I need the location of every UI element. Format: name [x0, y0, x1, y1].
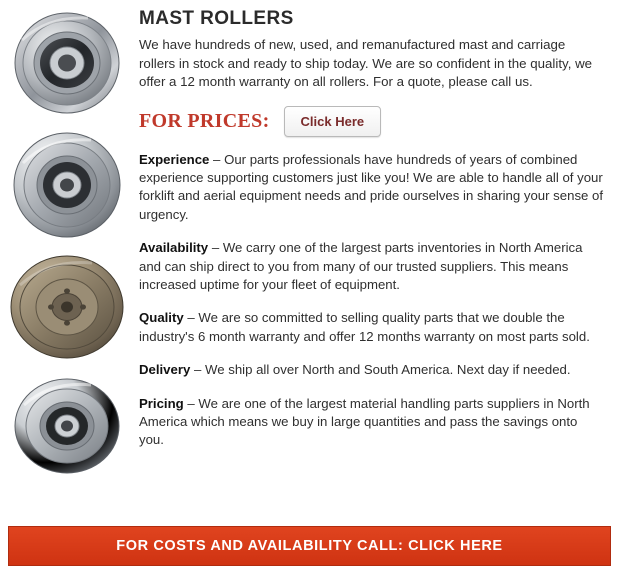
bronze-sheave-icon [6, 251, 128, 363]
mast-roller-flanged-bearing-photo [0, 4, 133, 122]
flanged-roller-icon [8, 8, 126, 118]
feature-delivery [139, 361, 605, 379]
prices-call-to-action [139, 106, 605, 137]
deep-groove-roller-icon [7, 127, 127, 243]
feature-experience-body: Our parts professionals have hundreds of years of combined experience supporting customers just like you! We are able to handle all of your forklift and aerial equipment needs and pride ourselves in sharing your sense of urgency. [139, 151, 604, 222]
feature-pricing [139, 395, 605, 450]
page-title: MAST ROLLERS [139, 8, 294, 29]
feature-quality [139, 309, 605, 346]
feature-delivery-heading: Delivery [139, 362, 191, 378]
cylindrical-roller-icon [7, 371, 127, 481]
feature-quality-body: We are so committed to selling quality parts that we double the industry's 6 month warranty and offer 12 months warranty on most parts sold. [139, 310, 590, 344]
dash-separator: – [187, 310, 195, 326]
feature-availability-body: We carry one of the largest parts inventories in North America and can ship direct to you from many of our trusted suppliers. This means increased uptime for your fleet of equipment. [139, 240, 583, 292]
bottom-call-banner[interactable] [8, 526, 611, 566]
dash-separator: – [211, 240, 220, 256]
mast-roller-deep-groove-photo [0, 122, 133, 247]
feature-pricing-body: We are one of the largest material handling parts suppliers in North America which means we buy in large quantities and pass the savings onto you. [139, 395, 590, 448]
feature-availability-heading: Availability [139, 240, 209, 256]
click-here-button[interactable]: Click Here [284, 106, 382, 137]
text-column [133, 0, 619, 485]
intro-paragraph: We have hundreds of new, used, and remanufactured mast and carriage rollers in stock and ready to ship today. We are so confident in the quality, we offer a 12 month warranty on all rollers. For a quote, please call us. [139, 37, 593, 89]
feature-experience [139, 151, 605, 225]
product-image-column [0, 0, 133, 485]
for-prices-label: FOR PRICES: [139, 109, 270, 132]
mast-roller-cylindrical-photo [0, 367, 133, 485]
feature-delivery-body: We ship all over North and South America. Next day if needed. [205, 362, 571, 378]
dash-separator: – [187, 395, 195, 411]
dash-separator: – [194, 362, 202, 378]
bottom-call-banner-label: FOR COSTS AND AVAILABILITY CALL: CLICK HERE [116, 538, 503, 554]
feature-experience-heading: Experience [139, 151, 210, 167]
dash-separator: – [213, 151, 221, 167]
feature-pricing-heading: Pricing [139, 395, 184, 411]
feature-availability [139, 239, 605, 294]
feature-quality-heading: Quality [139, 310, 184, 326]
mast-roller-bronze-sheave-photo [0, 247, 133, 367]
